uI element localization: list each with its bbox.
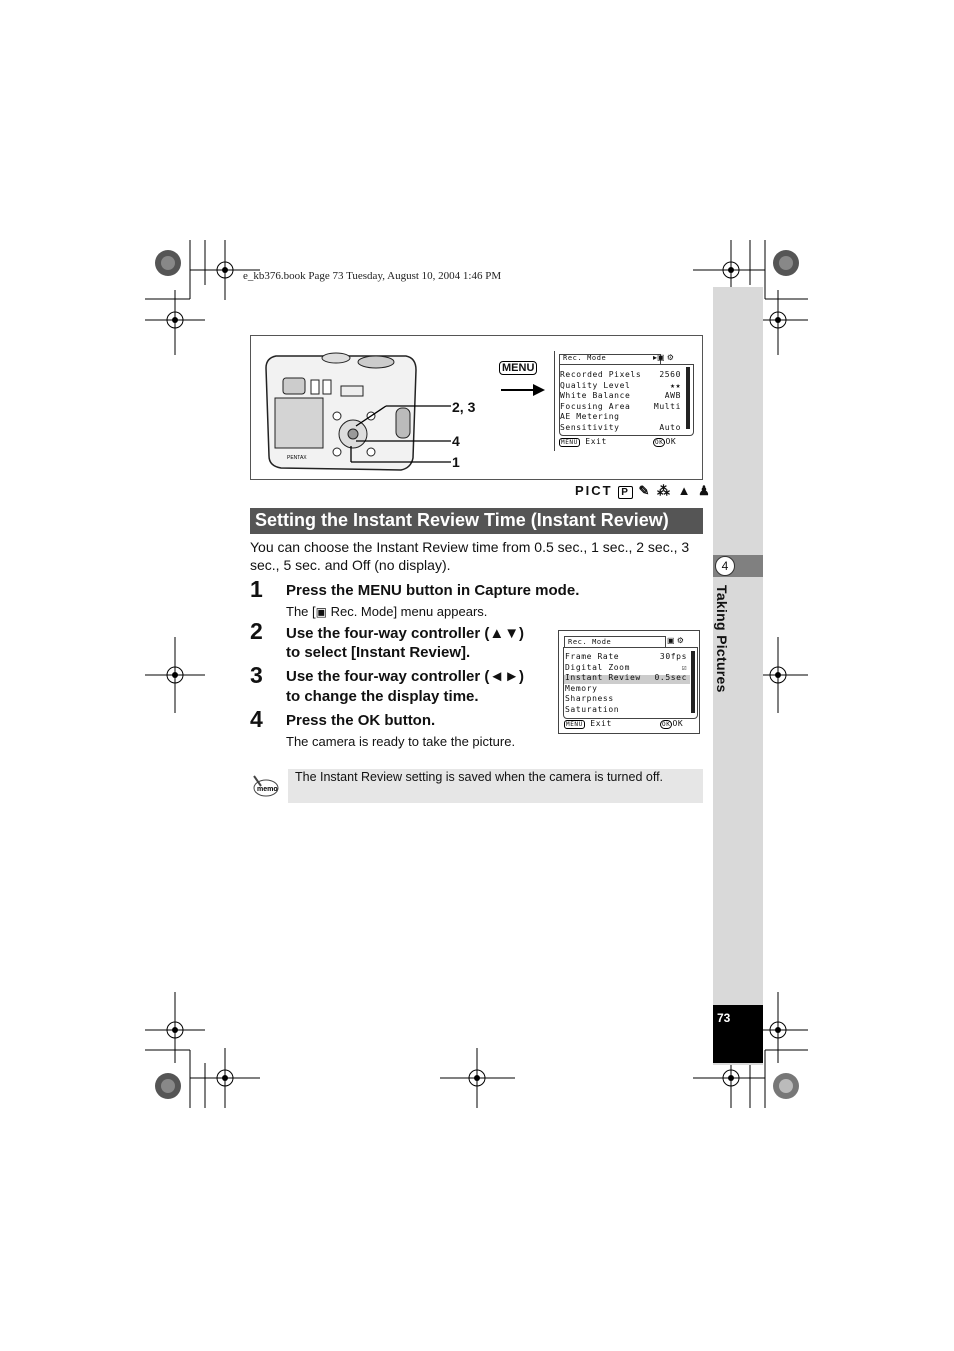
play-tab-icon: ▸▣ ⚙ [653,353,674,362]
lcd1-ok: OK OK [655,437,677,446]
step-4-text: Press the OK button. [286,712,436,729]
callout-1: 1 [452,454,460,470]
callout-2-3: 2, 3 [452,399,476,415]
step-2-text-1: Use the four-way controller (▲▼) [286,625,525,642]
lcd1-row-name: White Balance [560,391,631,400]
lcd1-row-name: AE Metering [560,412,620,421]
arrow-right-icon [501,382,546,398]
step-4-number: 4 [250,706,263,732]
lcd2-row-name: Memory [565,683,598,693]
section-title-bar [250,508,703,534]
lcd1-row-name: Sensitivity [560,422,620,432]
menu-key-icon: MENU [499,361,537,375]
memo-text: The Instant Review setting is saved when the camera is turned off. [295,770,664,784]
step-1-text: Press the MENU button in Capture mode. [286,582,580,599]
chapter-number: 4 [715,556,735,576]
lcd1-row-value: Auto [659,422,681,432]
section-title: Setting the Instant Review Time (Instant Review) [255,510,669,530]
step-3-number: 3 [250,662,263,688]
camera-figure [250,335,703,480]
svg-text:memo: memo [257,786,278,793]
step-1-note: The [▣ Rec. Mode] menu appears. [286,604,488,619]
lcd2-exit: MENU Exit [566,719,612,728]
step-2-text-2: to select [Instant Review]. [286,644,471,661]
callout-4: 4 [452,433,460,449]
book-header-line: e_kb376.book Page 73 Tuesday, August 10, 2004 1:46 PM [243,270,502,282]
lcd2-row-name: Saturation [565,704,620,714]
camera-icon: ▣ [315,605,327,619]
page-number: 73 [717,1011,731,1025]
step-2-number: 2 [250,618,263,644]
brand-label: PENTAX [287,455,307,461]
lcd1-tab-title: Rec. Mode [563,354,607,362]
step-4-note: The camera is ready to take the picture. [286,734,516,749]
lcd2-row-value: 30fps [659,652,687,661]
lcd1-row-value: Multi [653,401,681,411]
lcd1-row-name: Focusing Area [560,401,631,411]
chapter-title: Taking Pictures [714,585,730,693]
intro-paragraph: You can choose the Instant Review time from 0.5 sec., 1 sec., 2 sec., 3 sec., 5 sec. and Off (no display). [250,539,690,573]
lcd2-row-name: Frame Rate [565,652,620,661]
step-3-text-2: to change the display time. [286,688,479,705]
lcd2-row-name: Digital Zoom [565,662,630,672]
lcd1-exit: MENU Exit [561,437,607,446]
lcd1-row-name: Quality Level [560,380,631,390]
step-3-text-1: Use the four-way controller (◄►) [286,668,525,685]
lcd2-row-name: Sharpness [565,694,614,703]
play-settings-tab-icon: ▣ ⚙ [667,636,684,645]
lcd2-ok: OK OK [662,719,684,728]
lcd2-row-value: ☑ [681,662,687,672]
step-1-number: 1 [250,576,263,602]
lcd2-row-name: Instant Review [565,673,641,682]
callout-lines [346,396,456,466]
lcd2-tab-title: Rec. Mode [568,638,612,646]
lcd1-row-value: AWB [664,391,681,400]
lcd1-row-value: ★★ [670,380,681,390]
mode-icons: PICT P ✎ ⁂ ▲ ♟ [575,483,712,498]
lcd2-row-value: 0.5sec [654,673,687,682]
lcd1-row-name: Recorded Pixels [560,370,642,379]
memo-box [288,769,703,803]
lcd1-row-value: 2560 [659,370,681,379]
memo-icon [251,772,279,798]
